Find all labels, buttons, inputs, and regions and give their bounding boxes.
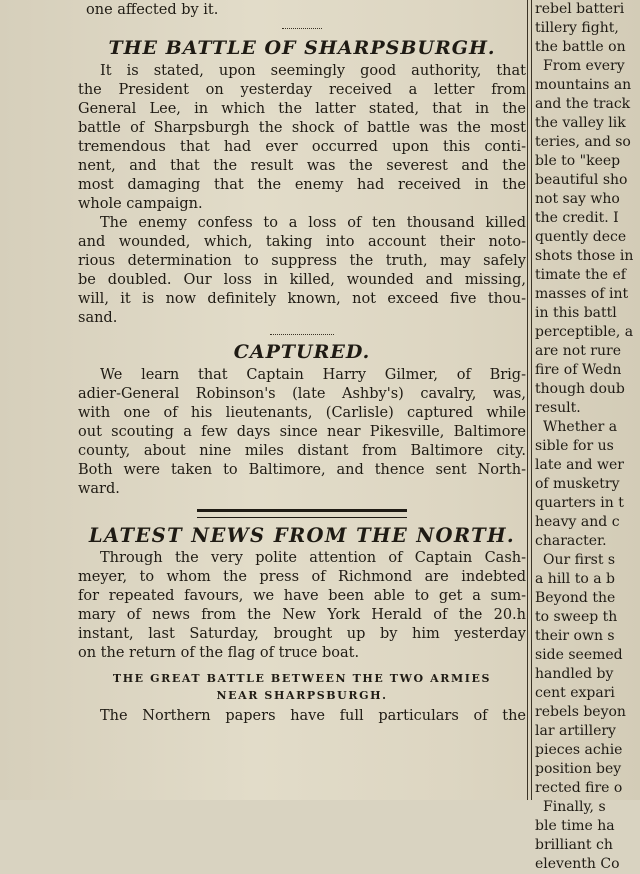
text-line: heavy and c (535, 514, 620, 530)
text-line: quarters in t (535, 495, 624, 511)
article-paragraph (78, 366, 526, 499)
text-line: The enemy confess to a loss of ten thousand killed (100, 215, 526, 231)
article-subhead: THE GREAT BATTLE BETWEEN THE TWO ARMIES (112, 672, 492, 685)
text-line: tremendous that had ever occurred upon this conti- (78, 139, 526, 155)
text-line: eleventh Co (535, 856, 620, 872)
text-line: the battle on (535, 39, 626, 55)
text-line: teries, and so (535, 134, 631, 150)
text-line: most damaging that the enemy had received in the (78, 177, 526, 193)
text-line: The Northern papers have full particulars of the (100, 708, 526, 724)
text-line: Whether a (543, 419, 618, 435)
text-line: late and wer (535, 457, 624, 473)
text-line: masses of int (535, 286, 629, 302)
text-line: From every (543, 58, 625, 74)
article-paragraph (78, 214, 526, 328)
article-paragraph (78, 62, 526, 214)
text-line: and wounded, which, taking into account their noto- (78, 234, 526, 250)
text-line: not say who (535, 191, 620, 207)
text-line: shots those in (535, 248, 634, 264)
text-line: brilliant ch (535, 837, 613, 853)
text-line: Our first s (543, 552, 616, 568)
text-line: perceptible, a (535, 324, 634, 340)
text-line: lar artillery (535, 723, 616, 739)
text-line: fire of Wedn (535, 362, 622, 378)
section-divider (270, 334, 334, 335)
article-captured (78, 340, 526, 499)
text-line: Through the very polite attention of Captain Cash- (100, 550, 526, 566)
article-battle-of-sharpsburgh (78, 36, 526, 328)
double-rule-divider (197, 509, 407, 518)
text-line: the valley lik (535, 115, 626, 131)
text-line: beautiful sho (535, 172, 628, 188)
main-column (78, 0, 526, 800)
text-line: Beyond the (535, 590, 616, 606)
text-line: sand. (78, 310, 118, 326)
right-column (535, 0, 640, 872)
text-line: quently dece (535, 229, 627, 245)
text-line: in this battl (535, 305, 617, 321)
text-line: It is stated, upon seemingly good authority, that (100, 63, 526, 79)
column-rule (527, 0, 532, 800)
text-line: rected fire o (535, 780, 623, 796)
text-line: rebels beyon (535, 704, 626, 720)
text-line: sible for us (535, 438, 614, 454)
text-line: nent, and that the result was the severest and the (78, 158, 526, 174)
text-line: tillery fight, (535, 20, 619, 36)
text-line: are not rure (535, 343, 621, 359)
text-line: for repeated favours, we have been able to get a sum- (78, 588, 526, 604)
text-line: rebel batteri (535, 1, 625, 17)
text-line: rious determination to suppress the truth, may safely (78, 253, 526, 269)
text-line: whole campaign. (78, 196, 203, 212)
text-line: Both were taken to Baltimore, and thence sent North- (78, 462, 526, 478)
text-line: will, it is now definitely known, not exceed five thou- (78, 291, 526, 307)
text-line: out scouting a few days since near Pikesville, Baltimore (78, 424, 526, 440)
text-line: on the return of the flag of truce boat. (78, 645, 360, 661)
text-line: cent expari (535, 685, 615, 701)
article-title: THE BATTLE OF SHARPSBURGH. (108, 37, 496, 59)
text-line: General Lee, in which the latter stated, that in the (78, 101, 526, 117)
article-title: LATEST NEWS FROM THE NORTH. (88, 524, 516, 547)
text-line: Finally, s (543, 799, 606, 815)
text-line: mountains an (535, 77, 632, 93)
text-line: position bey (535, 761, 622, 777)
text-line: character. (535, 533, 607, 549)
text-line: the credit. I (535, 210, 619, 226)
article-subhead: NEAR SHARPSBURGH. (216, 689, 388, 702)
text-line: and the track (535, 96, 631, 112)
section-divider (282, 28, 322, 29)
text-line: of musketry (535, 476, 620, 492)
text-line: their own s (535, 628, 615, 644)
text-line: mary of news from the New York Herald of the 20.h (78, 607, 526, 623)
text-line: side seemed (535, 647, 623, 663)
text-line: the President on yesterday received a letter from (78, 82, 526, 98)
text-line: though doub (535, 381, 625, 397)
text-line: adier-General Robinson's (late Ashby's) cavalry, was, (78, 386, 526, 402)
text-line: be doubled. Our loss in killed, wounded and missing, (78, 272, 526, 288)
text-line: We learn that Captain Harry Gilmer, of Brig- (100, 367, 526, 383)
text-line: battle of Sharpsburgh the shock of battle was the most (78, 120, 526, 136)
text-line: meyer, to whom the press of Richmond are indebted (78, 569, 526, 585)
article-paragraph (78, 549, 526, 663)
text-line: with one of his lieutenants, (Carlisle) captured while (78, 405, 526, 421)
text-line: county, about nine miles distant from Baltimore city. (78, 443, 526, 459)
text-line: ble time ha (535, 818, 615, 834)
text-line: timate the ef (535, 267, 626, 283)
text-line: a hill to a b (535, 571, 615, 587)
text-line: ble to "keep (535, 153, 621, 169)
text-line: handled by (535, 666, 614, 682)
article-title: CAPTURED. (233, 341, 371, 363)
text-line: pieces achie (535, 742, 623, 758)
text-line: instant, last Saturday, brought up by him yesterday (78, 626, 526, 642)
top-fragment-line: one affected by it. (86, 2, 219, 18)
text-line: to sweep th (535, 609, 618, 625)
text-line: result. (535, 400, 581, 416)
text-line: ward. (78, 481, 120, 497)
article-latest-news (78, 524, 526, 726)
